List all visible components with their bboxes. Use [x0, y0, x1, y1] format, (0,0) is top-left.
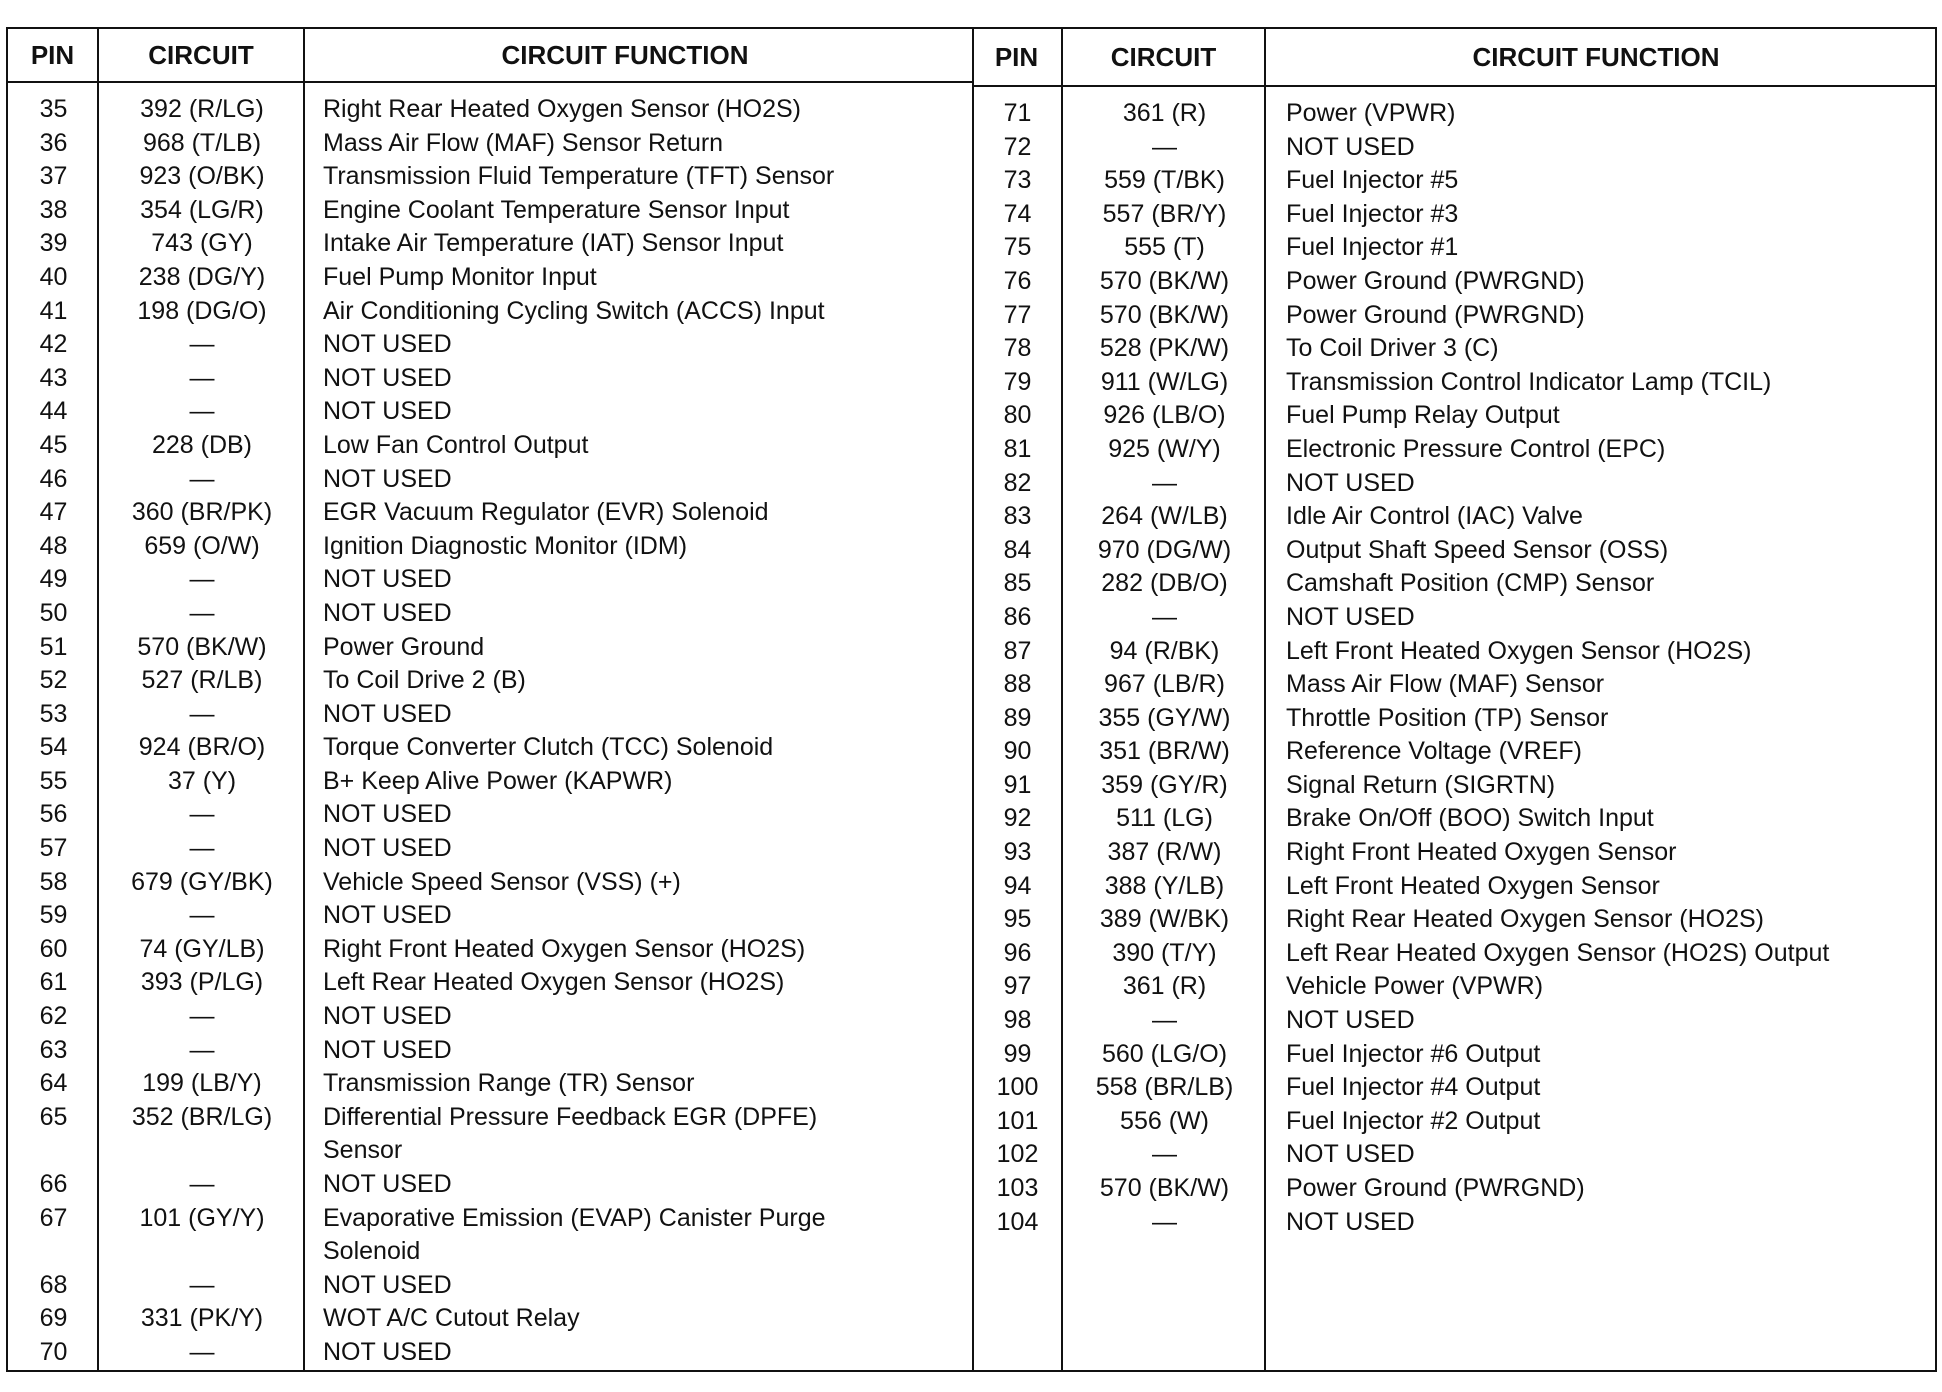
table-header: [8, 29, 972, 83]
circuit-function-cell: Transmission Fluid Temperature (TFT) Sensor: [323, 162, 835, 191]
pin-cell: 66: [39, 1170, 68, 1198]
circuit-cell: 388 (Y/LB): [1104, 871, 1225, 900]
circuit-function-cell: NOT USED: [323, 1002, 452, 1031]
circuit-cell: 570 (BK/W): [1099, 266, 1230, 295]
circuit-function-cell: Air Conditioning Cycling Switch (ACCS) Input: [323, 296, 825, 325]
table-row: [972, 1071, 1935, 1105]
circuit-function-cell: Fuel Pump Monitor Input: [323, 262, 597, 291]
circuit-function-cell: Power Ground (PWRGND): [1286, 1174, 1585, 1202]
circuit-cell: —: [189, 1270, 215, 1299]
pin-cell: 79: [1003, 367, 1032, 396]
circuit-function-cell: Right Rear Heated Oxygen Sensor (HO2S): [1286, 905, 1764, 934]
pin-cell: 51: [39, 632, 68, 661]
table-row: [972, 1038, 1935, 1072]
circuit-cell: 387 (R/W): [1107, 838, 1222, 867]
circuit-cell: —: [1152, 132, 1177, 161]
pin-table-left: [6, 27, 974, 1372]
circuit-cell: 101 (GY/Y): [139, 1203, 265, 1232]
table-row: [972, 802, 1935, 836]
table-body: [972, 97, 1935, 1239]
table-row: [972, 1172, 1935, 1206]
circuit-cell: 559 (T/BK): [1104, 166, 1225, 195]
circuit-cell: —: [189, 330, 215, 359]
circuit-cell: —: [189, 363, 215, 392]
pin-cell: 54: [39, 733, 68, 762]
table-row: [8, 1034, 972, 1068]
pin-cell: 67: [39, 1203, 68, 1232]
table-row: [972, 937, 1935, 971]
table-row: [972, 231, 1935, 265]
table-row: [972, 836, 1935, 870]
table-row: [8, 731, 972, 765]
circuit-function-cell: Camshaft Position (CMP) Sensor: [1286, 569, 1655, 598]
table-row: [8, 1000, 972, 1034]
pin-cell: 47: [39, 498, 68, 527]
circuit-cell: —: [1152, 468, 1177, 497]
pin-cell: 36: [39, 128, 68, 157]
circuit-cell: 527 (R/LB): [141, 666, 263, 695]
circuit-cell: 361 (R): [1122, 99, 1207, 127]
circuit-function-cell: Power (VPWR): [1286, 99, 1456, 127]
table-row: [8, 798, 972, 832]
circuit-function-cell: Left Front Heated Oxygen Sensor (HO2S): [1286, 636, 1752, 665]
table-row: [972, 903, 1935, 937]
table-row: [8, 362, 972, 396]
circuit-cell: 926 (LB/O): [1103, 401, 1226, 430]
circuit-cell: 970 (DG/W): [1097, 535, 1232, 564]
circuit-cell: 570 (BK/W): [137, 632, 267, 661]
circuit-function-cell: Left Rear Heated Oxygen Sensor (HO2S) Output: [1286, 938, 1830, 967]
pin-cell: 82: [1003, 468, 1032, 497]
circuit-function-cell: Low Fan Control Output: [323, 430, 589, 459]
pin-cell: 84: [1003, 535, 1032, 564]
circuit-cell: 361 (R): [1122, 972, 1207, 1001]
circuit-cell: 558 (BR/LB): [1095, 1073, 1234, 1102]
circuit-cell: 911 (W/LG): [1100, 367, 1229, 396]
pin-cell: 42: [39, 330, 68, 359]
pin-cell: 98: [1003, 1006, 1032, 1035]
circuit-function-cell: Brake On/Off (BOO) Switch Input: [1286, 804, 1654, 833]
circuit-function-cell: Power Ground: [323, 632, 485, 661]
circuit-cell: 924 (BR/O): [138, 733, 266, 762]
circuit-function-cell: NOT USED: [323, 1170, 452, 1198]
table-row: [972, 1004, 1935, 1038]
table-row: [8, 1067, 972, 1101]
table-row: [8, 866, 972, 900]
table-row: [8, 597, 972, 631]
circuit-cell: 390 (T/Y): [1112, 938, 1217, 967]
pin-cell: 87: [1003, 636, 1032, 665]
pin-cell: 38: [39, 195, 68, 224]
pin-cell: 60: [39, 934, 68, 963]
circuit-function-cell: NOT USED: [1286, 1006, 1415, 1035]
pin-cell: 99: [1003, 1039, 1032, 1068]
table-row: [972, 534, 1935, 568]
table-row: [8, 93, 972, 127]
pin-cell: 75: [1003, 233, 1032, 262]
circuit-cell: 74 (GY/LB): [139, 934, 265, 963]
circuit-cell: —: [1152, 1006, 1177, 1035]
pin-cell: 96: [1003, 938, 1032, 967]
circuit-cell: —: [189, 464, 215, 493]
circuit-function-cell: Mass Air Flow (MAF) Sensor Return: [323, 128, 724, 157]
table-row: [972, 635, 1935, 669]
circuit-function-cell: Reference Voltage (VREF): [1286, 737, 1582, 766]
table-row: [8, 1269, 972, 1303]
table-row: [972, 567, 1935, 601]
circuit-cell: 331 (PK/Y): [140, 1304, 264, 1333]
pin-cell: 44: [39, 397, 68, 426]
table-row: [8, 1336, 972, 1370]
circuit-function-cell: Torque Converter Clutch (TCC) Solenoid: [323, 733, 774, 762]
circuit-cell: 967 (LB/R): [1104, 670, 1225, 699]
circuit-cell: —: [189, 397, 215, 426]
circuit-cell: 511 (LG): [1116, 804, 1213, 833]
pin-cell: 52: [39, 666, 68, 695]
pin-cell: 95: [1003, 905, 1032, 934]
table-row: [8, 295, 972, 329]
header-circuit: CIRCUIT: [148, 40, 254, 70]
pin-cell: 72: [1003, 132, 1032, 161]
pin-cell: 94: [1003, 871, 1032, 900]
circuit-function-cell: NOT USED: [1286, 1207, 1415, 1236]
circuit-cell: 570 (BK/W): [1099, 1174, 1230, 1202]
circuit-function-cell: NOT USED: [323, 330, 452, 359]
table-row: [8, 698, 972, 732]
circuit-cell: 925 (W/Y): [1108, 434, 1221, 463]
pin-cell: 81: [1003, 434, 1032, 463]
circuit-function-cell: Mass Air Flow (MAF) Sensor: [1286, 670, 1605, 699]
table-row: [8, 1168, 972, 1202]
circuit-function-cell: Differential Pressure Feedback EGR (DPFE) Sensor: [323, 1102, 818, 1165]
circuit-cell: 923 (O/BK): [139, 162, 265, 191]
circuit-cell: 264 (W/LB): [1101, 502, 1228, 531]
table-row: [972, 769, 1935, 803]
pin-cell: 86: [1003, 602, 1032, 631]
circuit-cell: 238 (DG/Y): [138, 262, 266, 291]
circuit-cell: —: [189, 1002, 215, 1031]
circuit-cell: 555 (T): [1124, 233, 1205, 262]
circuit-cell: —: [1152, 1207, 1177, 1236]
circuit-function-cell: NOT USED: [323, 800, 452, 829]
circuit-function-cell: Output Shaft Speed Sensor (OSS): [1286, 535, 1669, 564]
circuit-function-cell: Vehicle Speed Sensor (VSS) (+): [323, 867, 681, 896]
circuit-function-cell: Fuel Injector #1: [1286, 233, 1459, 262]
table-row: [8, 395, 972, 429]
pin-cell: 55: [39, 766, 68, 795]
circuit-function-cell: Right Front Heated Oxygen Sensor (HO2S): [323, 934, 806, 963]
circuit-cell: —: [189, 1035, 215, 1064]
circuit-cell: 94 (R/BK): [1109, 636, 1220, 665]
table-body: [8, 93, 972, 1370]
pin-cell: 45: [39, 430, 68, 459]
table-row: [8, 664, 972, 698]
circuit-function-cell: Electronic Pressure Control (EPC): [1286, 434, 1666, 463]
table-row: [8, 1302, 972, 1336]
pin-cell: 50: [39, 598, 68, 627]
circuit-cell: 570 (BK/W): [1099, 300, 1230, 329]
table-row: [972, 299, 1935, 333]
table-row: [972, 433, 1935, 467]
header-circuit: CIRCUIT: [1110, 42, 1217, 72]
circuit-function-cell: NOT USED: [323, 598, 452, 627]
table-row: [972, 1206, 1935, 1240]
circuit-cell: —: [189, 901, 215, 930]
circuit-function-cell: Right Rear Heated Oxygen Sensor (HO2S): [323, 95, 801, 123]
circuit-function-cell: Fuel Injector #2 Output: [1286, 1106, 1541, 1135]
pin-cell: 97: [1003, 972, 1032, 1001]
table-row: [8, 631, 972, 665]
pin-cell: 89: [1003, 703, 1032, 732]
circuit-function-cell: Intake Air Temperature (IAT) Sensor Input: [323, 229, 784, 258]
pin-table-right: [972, 27, 1937, 1372]
circuit-cell: —: [189, 1337, 215, 1366]
circuit-function-cell: NOT USED: [1286, 132, 1415, 161]
table-row: [8, 328, 972, 362]
pin-cell: 83: [1003, 502, 1032, 531]
circuit-function-cell: EGR Vacuum Regulator (EVR) Solenoid: [323, 498, 769, 527]
table-row: [972, 1138, 1935, 1172]
circuit-cell: 560 (LG/O): [1101, 1039, 1228, 1068]
circuit-function-cell: NOT USED: [323, 1337, 452, 1366]
table-row: [8, 429, 972, 463]
circuit-function-cell: To Coil Drive 2 (B): [323, 666, 526, 695]
pin-cell: 104: [996, 1207, 1039, 1236]
table-row: [972, 1105, 1935, 1139]
table-row: [8, 899, 972, 933]
table-row: [8, 496, 972, 530]
circuit-function-cell: Engine Coolant Temperature Sensor Input: [323, 195, 790, 224]
pin-cell: 35: [39, 95, 68, 123]
table-row: [8, 530, 972, 564]
pin-cell: 58: [39, 867, 68, 896]
circuit-cell: 351 (BR/W): [1099, 737, 1230, 766]
header-circuit-function: CIRCUIT FUNCTION: [1472, 42, 1720, 72]
circuit-function-cell: Right Front Heated Oxygen Sensor: [1286, 838, 1677, 867]
pin-cell: 49: [39, 565, 68, 594]
table-row: [972, 735, 1935, 769]
table-row: [972, 500, 1935, 534]
table-row: [972, 265, 1935, 299]
pin-cell: 39: [39, 229, 68, 258]
pin-cell: 70: [39, 1337, 68, 1366]
circuit-cell: 355 (GY/W): [1098, 703, 1231, 732]
table-row: [972, 870, 1935, 904]
table-row: [8, 463, 972, 497]
circuit-function-cell: Throttle Position (TP) Sensor: [1286, 703, 1609, 732]
header-pin: PIN: [30, 40, 75, 70]
table-row: [8, 765, 972, 799]
circuit-cell: 743 (GY): [151, 229, 253, 258]
pin-cell: 71: [1003, 99, 1032, 127]
table-row: [972, 164, 1935, 198]
pin-cell: 102: [996, 1140, 1039, 1169]
table-header: [972, 29, 1935, 87]
circuit-cell: 199 (LB/Y): [142, 1069, 262, 1098]
circuit-cell: —: [189, 699, 215, 728]
table-row: [972, 198, 1935, 232]
table-row: [8, 1101, 972, 1168]
circuit-function-cell: Power Ground (PWRGND): [1286, 300, 1585, 329]
circuit-cell: 360 (BR/PK): [131, 498, 273, 527]
circuit-function-cell: NOT USED: [323, 464, 452, 493]
circuit-cell: 359 (GY/R): [1101, 770, 1228, 799]
circuit-function-cell: B+ Keep Alive Power (KAPWR): [323, 766, 673, 795]
circuit-function-cell: NOT USED: [323, 699, 452, 728]
circuit-function-cell: NOT USED: [323, 834, 452, 863]
circuit-function-cell: Signal Return (SIGRTN): [1286, 770, 1556, 799]
table-row: [8, 1202, 972, 1269]
circuit-cell: 352 (BR/LG): [131, 1102, 273, 1131]
pin-cell: 78: [1003, 334, 1032, 363]
circuit-cell: 968 (T/LB): [142, 128, 262, 157]
pin-cell: 62: [39, 1002, 68, 1031]
pin-cell: 43: [39, 363, 68, 392]
circuit-cell: —: [189, 565, 215, 594]
circuit-cell: 659 (O/W): [144, 531, 260, 560]
table-row: [8, 832, 972, 866]
circuit-function-cell: Fuel Pump Relay Output: [1286, 401, 1560, 430]
circuit-function-cell: Idle Air Control (IAC) Valve: [1286, 502, 1583, 531]
pin-cell: 37: [39, 162, 68, 191]
circuit-cell: 282 (DB/O): [1101, 569, 1228, 598]
circuit-function-cell: NOT USED: [323, 363, 452, 392]
pin-cell: 73: [1003, 166, 1032, 195]
circuit-function-cell: NOT USED: [323, 1035, 452, 1064]
circuit-cell: 354 (LG/R): [140, 195, 264, 224]
circuit-function-cell: Left Rear Heated Oxygen Sensor (HO2S): [323, 968, 785, 997]
pin-cell: 100: [996, 1073, 1039, 1102]
pin-cell: 64: [39, 1069, 68, 1098]
circuit-cell: 392 (R/LG): [140, 95, 264, 123]
circuit-function-cell: NOT USED: [323, 397, 452, 426]
pin-cell: 68: [39, 1270, 68, 1299]
table-row: [972, 601, 1935, 635]
pin-cell: 57: [39, 834, 68, 863]
circuit-function-cell: WOT A/C Cutout Relay: [323, 1304, 580, 1333]
circuit-function-cell: NOT USED: [1286, 468, 1415, 497]
circuit-function-cell: NOT USED: [323, 901, 452, 930]
pin-cell: 53: [39, 699, 68, 728]
table-row: [972, 702, 1935, 736]
circuit-function-cell: To Coil Driver 3 (C): [1286, 334, 1499, 363]
table-row: [972, 467, 1935, 501]
pin-cell: 91: [1003, 770, 1032, 799]
pin-cell: 85: [1003, 569, 1032, 598]
circuit-cell: 528 (PK/W): [1099, 334, 1230, 363]
circuit-function-cell: Fuel Injector #3: [1286, 199, 1459, 228]
circuit-cell: 393 (P/LG): [140, 968, 264, 997]
table-row: [972, 366, 1935, 400]
pin-cell: 41: [39, 296, 68, 325]
pin-cell: 74: [1003, 199, 1032, 228]
circuit-cell: 557 (BR/Y): [1102, 199, 1227, 228]
pin-cell: 63: [39, 1035, 68, 1064]
header-pin: PIN: [994, 42, 1039, 72]
pin-cell: 48: [39, 531, 68, 560]
table-row: [972, 332, 1935, 366]
table-row: [972, 131, 1935, 165]
circuit-function-cell: Ignition Diagnostic Monitor (IDM): [323, 531, 688, 560]
table-row: [8, 194, 972, 228]
circuit-function-cell: NOT USED: [1286, 1140, 1415, 1169]
pin-cell: 80: [1003, 401, 1032, 430]
circuit-function-cell: NOT USED: [323, 565, 452, 594]
circuit-cell: —: [189, 800, 215, 829]
table-row: [8, 227, 972, 261]
circuit-function-cell: Fuel Injector #4 Output: [1286, 1073, 1541, 1102]
table-row: [8, 966, 972, 1000]
pin-cell: 103: [996, 1174, 1039, 1202]
pin-cell: 77: [1003, 300, 1032, 329]
pin-cell: 88: [1003, 670, 1032, 699]
circuit-cell: —: [1152, 1140, 1177, 1169]
circuit-function-cell: Left Front Heated Oxygen Sensor: [1286, 871, 1660, 900]
pin-cell: 101: [996, 1106, 1039, 1135]
circuit-function-cell: NOT USED: [1286, 602, 1415, 631]
circuit-cell: 679 (GY/BK): [131, 867, 273, 896]
circuit-cell: —: [189, 598, 215, 627]
table-row: [8, 563, 972, 597]
pin-cell: 76: [1003, 266, 1032, 295]
circuit-function-cell: Fuel Injector #5: [1286, 166, 1459, 195]
pin-cell: 65: [39, 1102, 68, 1131]
table-row: [8, 127, 972, 161]
table-row: [8, 261, 972, 295]
circuit-function-cell: Vehicle Power (VPWR): [1286, 972, 1544, 1001]
circuit-cell: —: [189, 834, 215, 863]
circuit-cell: 389 (W/BK): [1099, 905, 1230, 934]
circuit-function-cell: Power Ground (PWRGND): [1286, 266, 1585, 295]
pin-cell: 93: [1003, 838, 1032, 867]
circuit-function-cell: NOT USED: [323, 1270, 452, 1299]
table-row: [8, 933, 972, 967]
pin-cell: 90: [1003, 737, 1032, 766]
pin-cell: 56: [39, 800, 68, 829]
header-circuit-function: CIRCUIT FUNCTION: [501, 40, 749, 70]
table-row: [972, 668, 1935, 702]
circuit-function-cell: Fuel Injector #6 Output: [1286, 1039, 1541, 1068]
circuit-cell: 228 (DB): [151, 430, 253, 459]
pin-cell: 69: [39, 1304, 68, 1333]
circuit-cell: —: [189, 1170, 215, 1198]
pin-cell: 46: [39, 464, 68, 493]
circuit-function-cell: Transmission Control Indicator Lamp (TCIL): [1286, 367, 1772, 396]
table-row: [972, 970, 1935, 1004]
table-row: [972, 399, 1935, 433]
circuit-function-cell: Transmission Range (TR) Sensor: [323, 1069, 695, 1098]
circuit-function-cell: Evaporative Emission (EVAP) Canister Purge Solenoid: [323, 1203, 826, 1266]
pin-cell: 59: [39, 901, 68, 930]
circuit-cell: —: [1152, 602, 1177, 631]
pin-cell: 40: [39, 262, 68, 291]
table-row: [972, 97, 1935, 131]
table-row: [8, 160, 972, 194]
pin-cell: 92: [1003, 804, 1032, 833]
circuit-cell: 198 (DG/O): [137, 296, 267, 325]
pin-cell: 61: [39, 968, 68, 997]
circuit-cell: 556 (W): [1120, 1106, 1209, 1135]
circuit-cell: 37 (Y): [167, 766, 237, 795]
